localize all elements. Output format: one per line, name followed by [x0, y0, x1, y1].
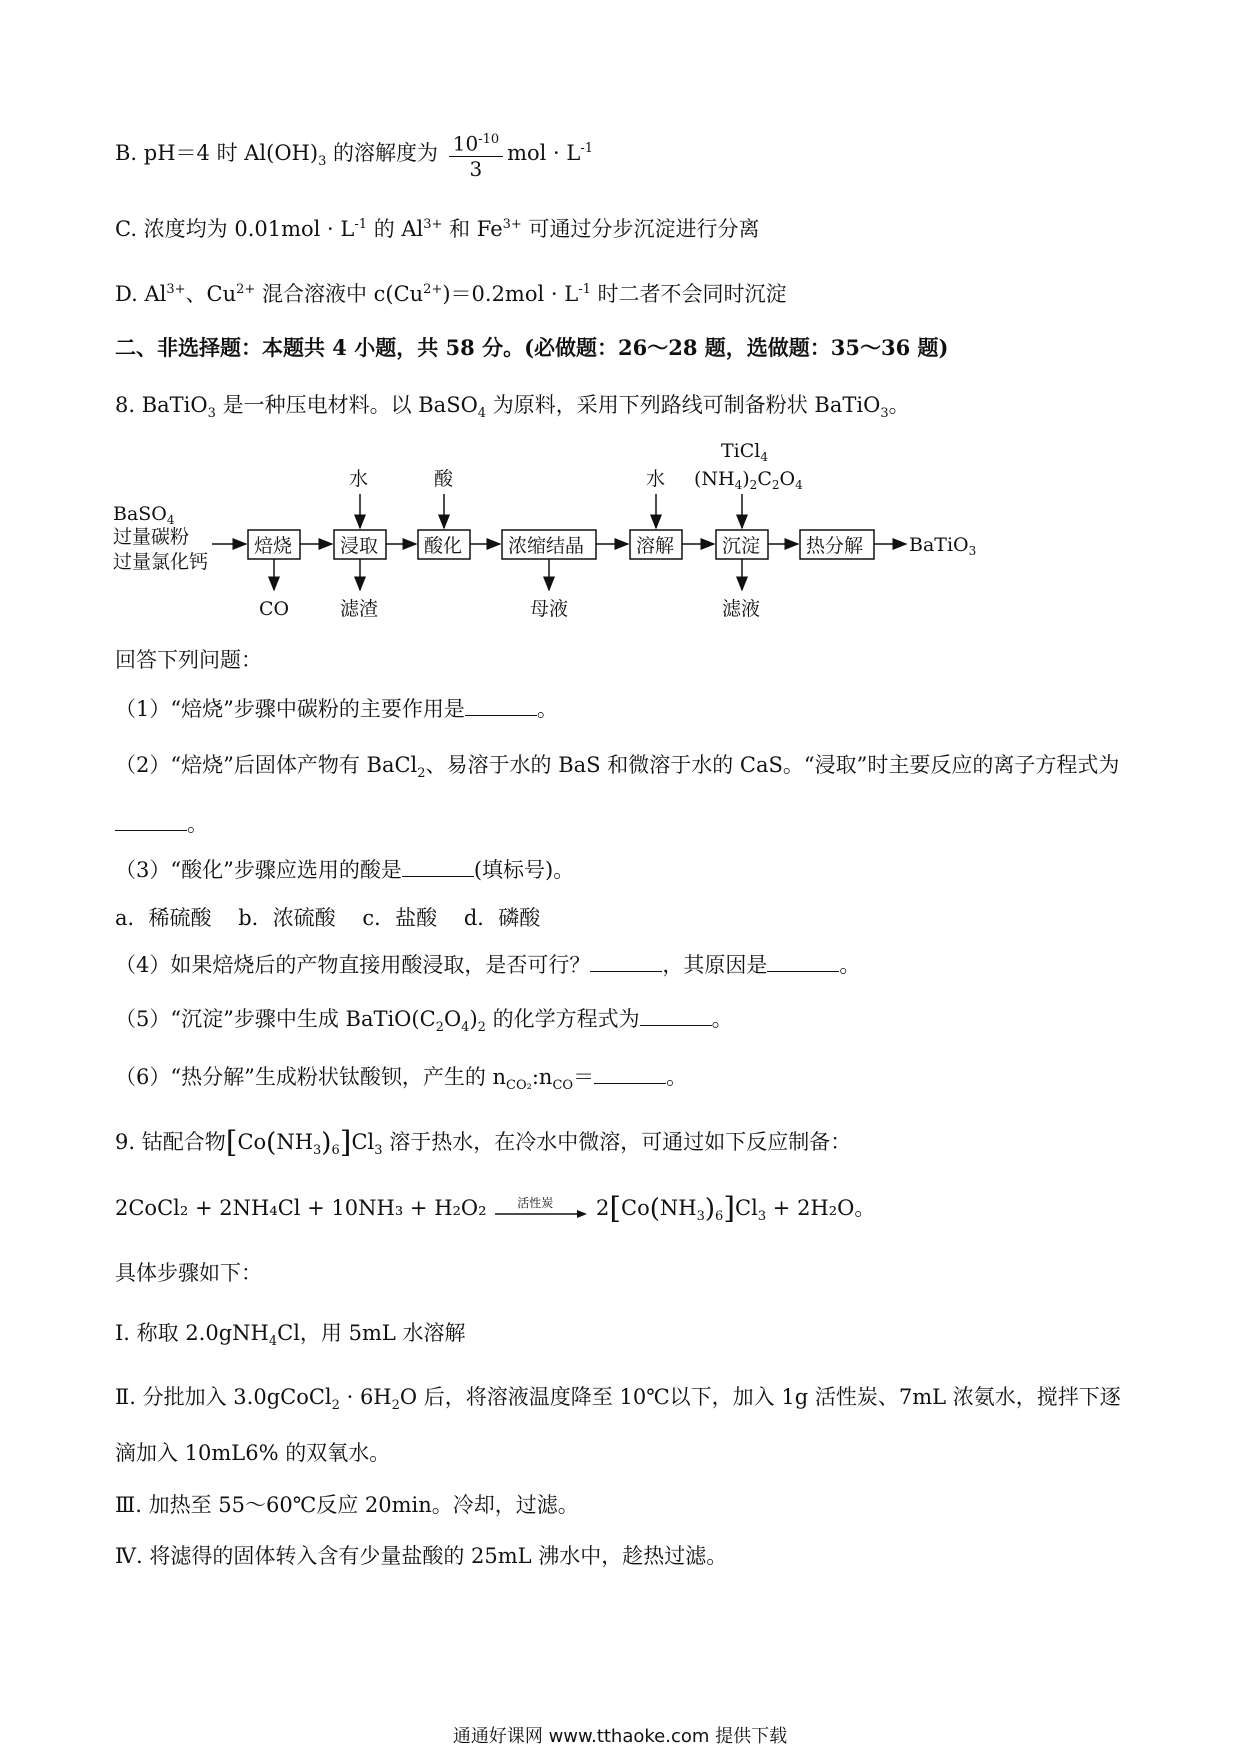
q9-step-4: Ⅳ. 将滤得的固体转入含有少量盐酸的 25mL 沸水中，趁热过滤。	[115, 1544, 728, 1568]
flow-add-acid: 酸	[434, 468, 454, 490]
answer-blank[interactable]	[594, 1065, 666, 1084]
answer-blank[interactable]	[402, 858, 474, 877]
flow-input-carbon: 过量碳粉	[113, 526, 190, 548]
flow-add-water-2: 水	[646, 468, 666, 490]
flow-out-filtrate: 滤液	[722, 598, 761, 620]
q8-part-3: （3）“酸化”步骤应选用的酸是 (填标号)。	[115, 858, 575, 882]
q8-part-6: （6）“热分解”生成粉状钛酸钡，产生的 $n_{CO_2}:n_{CO}=$ 。	[115, 1065, 688, 1094]
page-footer: 通通好课网 www.tthaoke.com 提供下载	[452, 1726, 788, 1747]
option-c: C. 浓度均为 $0.01mol \cdot L^{-1}$ 的 $Al^{3+}$ 和 $Fe^{3+}$ 可通过分步沉淀进行分离	[115, 217, 760, 241]
answer-blank[interactable]	[115, 812, 187, 831]
section-heading: 二、非选择题：本题共 4 小题，共 58 分。(必做题：26～28 题，选做题：35～36 题)	[115, 335, 949, 360]
answer-blank[interactable]	[767, 953, 839, 972]
flow-input-cacl2: 过量氯化钙	[113, 551, 209, 573]
process-flow-diagram	[0, 440, 1240, 640]
flow-input-baso4: BaSO$_4$	[113, 503, 175, 527]
q8-part-4: （4）如果焙烧后的产物直接用酸浸取，是否可行？ ，其原因是 。	[115, 953, 861, 977]
q9-equation: 2CoCl₂ + 2NH₄Cl + 10NH₃ + H₂O₂ 活性炭 $2[Co(NH_3)_6]Cl_3 + 2H_2O$。	[115, 1191, 876, 1226]
flow-out-co: CO	[259, 598, 290, 620]
fraction: $\frac{10^{-10}}{3}$	[449, 128, 503, 181]
answer-blank[interactable]	[590, 953, 662, 972]
answer-prompt: 回答下列问题：	[115, 648, 262, 672]
step-dissolve: 溶解	[636, 535, 675, 557]
option-b: B. pH＝4 时 $Al(OH)_3$ 的溶解度为 $\frac{10^{-10}}{3}$ mol · $L^{-1}$	[115, 128, 593, 181]
flow-add-water-1: 水	[349, 468, 369, 490]
q9-steps-title: 具体步骤如下：	[115, 1261, 262, 1285]
q8-intro: 8. BaTiO$_3$ 是一种压电材料。以 BaSO$_4$ 为原料，采用下列路线可制备粉状 BaTiO$_3$。	[115, 393, 910, 422]
flow-out-residue: 滤渣	[340, 598, 379, 620]
flow-out-mother-liquor: 母液	[530, 598, 569, 620]
q9-step-2: Ⅱ. 分批加入 3.0gCoCl$_2$ · $6H_2O$ 后，将溶液温度降至 10℃以下，加入 1g 活性炭、7mL 浓氨水，搅拌下逐	[115, 1385, 1121, 1414]
step-leach: 浸取	[340, 535, 379, 557]
step-roast: 焙烧	[254, 535, 293, 557]
flow-product: BaTiO$_3$	[909, 534, 977, 558]
flow-add-oxalate: $(NH_4)_2C_2O_4$	[694, 468, 803, 492]
step-acidify: 酸化	[424, 535, 463, 557]
q8-part-1: （1）“焙烧”步骤中碳粉的主要作用是 。	[115, 697, 558, 721]
q9-step-3: Ⅲ. 加热至 55～60℃反应 20min。冷却，过滤。	[115, 1493, 579, 1517]
q9-intro: 9. 钴配合物$[Co(NH_3)_6]Cl_3$ 溶于热水，在冷水中微溶，可通过如下反应制备：	[115, 1125, 852, 1160]
q9-step-2-cont: 滴加入 10mL6% 的双氧水。	[115, 1441, 391, 1465]
answer-blank[interactable]	[465, 697, 537, 716]
q8-choices: a．稀硫酸 b．浓硫酸 c．盐酸 d．磷酸	[115, 906, 541, 930]
reaction-arrow: 活性炭	[493, 1200, 589, 1220]
q8-part-2: （2）“焙烧”后固体产物有 BaCl$_2$、易溶于水的 BaS 和微溶于水的 CaS。“浸取”时主要反应的离子方程式为	[115, 753, 1120, 782]
step-decompose: 热分解	[806, 535, 864, 557]
answer-blank[interactable]	[640, 1007, 712, 1026]
flow-add-ticl4: TiCl$_4$	[721, 440, 769, 464]
option-d: D. $Al^{3+}$、$Cu^{2+}$ 混合溶液中 $c(Cu^{2+})=0.2mol \cdot L^{-1}$ 时二者不会同时沉淀	[115, 282, 787, 306]
q8-part-2-blank: 。	[115, 809, 208, 839]
step-concentrate: 浓缩结晶	[508, 535, 585, 557]
q9-step-1: I. 称取 2.0gNH$_4$Cl，用 5mL 水溶解	[115, 1321, 466, 1350]
q8-part-5: （5）“沉淀”步骤中生成 $BaTiO(C_2O_4)_2$ 的化学方程式为 。	[115, 1007, 733, 1036]
step-precipitate: 沉淀	[722, 535, 761, 557]
